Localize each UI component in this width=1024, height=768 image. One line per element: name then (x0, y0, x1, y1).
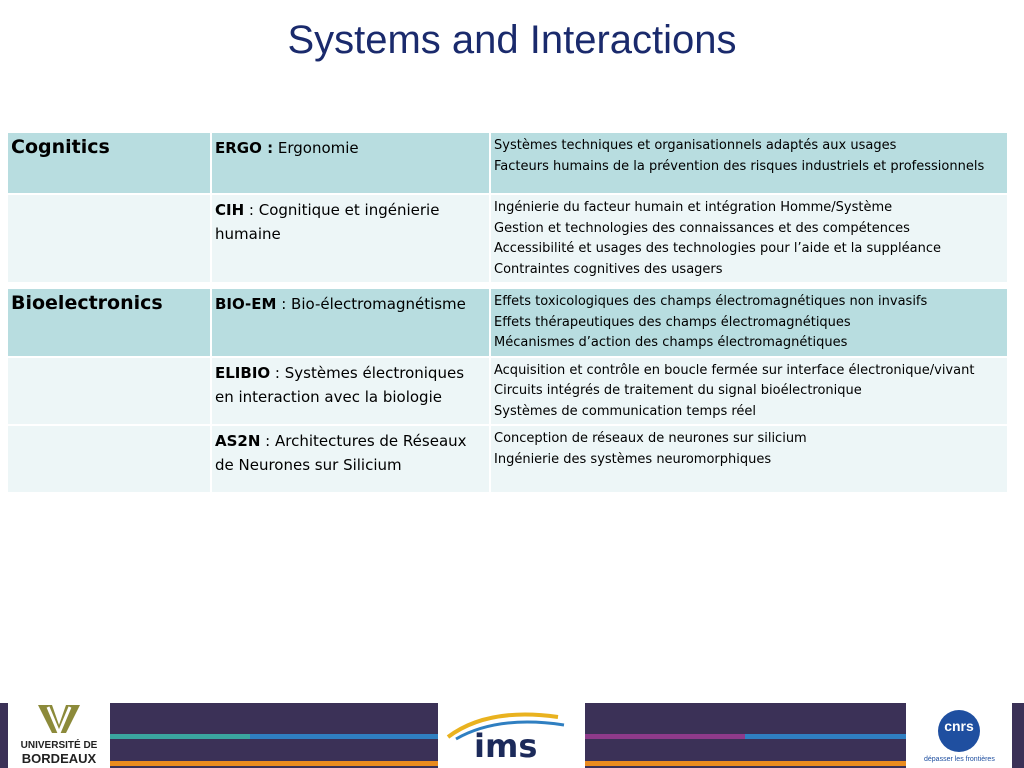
university-logo (8, 703, 110, 768)
team-label: : Systèmes électroniques en interaction avec la biologie (215, 363, 465, 406)
topic-item: Systèmes de communication temps réel (494, 403, 757, 419)
group-cell (8, 195, 212, 284)
group-cell (8, 358, 212, 427)
topic-item: Effets toxicologiques des champs électromagnétiques non invasifs (494, 294, 928, 309)
team-label: : Architectures de Réseaux de Neurones sur Silicium (215, 432, 467, 474)
team-code: ERGO : (215, 139, 274, 157)
cnrs-wordmark: cnrs (944, 718, 974, 734)
slide-title: Systems and Interactions (287, 18, 737, 62)
team-code: CIH (215, 201, 245, 219)
team-cell (212, 426, 491, 494)
systems-table (8, 133, 1007, 494)
table-row (8, 358, 1007, 427)
team-label: Ergonomie (273, 139, 359, 157)
topic-item: Mécanismes d’action des champs électromagnétiques (494, 335, 848, 350)
team-code: ELIBIO (215, 363, 271, 382)
accent-stripe-orange (110, 761, 438, 766)
cnrs-logo (906, 703, 1012, 768)
accent-stripe-teal (110, 734, 250, 739)
table-row (8, 133, 1007, 195)
table-row (8, 195, 1007, 284)
university-name-line2: BORDEAUX (21, 751, 97, 766)
footer-banner (0, 703, 1024, 768)
table-row (8, 426, 1007, 494)
university-name-line1: UNIVERSITÉ DE (20, 740, 98, 751)
group-cell: Bioelectronics (8, 289, 212, 358)
topic-item: Systèmes techniques et organisationnels adaptés aux usages (494, 138, 897, 153)
topics-cell (491, 133, 1007, 195)
topic-item: Contraintes cognitives des usagers (494, 261, 723, 277)
university-emblem-icon (8, 703, 110, 739)
topics-cell (491, 426, 1007, 494)
group-cell (8, 426, 212, 494)
topic-item: Acquisition et contrôle en boucle fermée sur interface électronique/vivant (494, 362, 975, 378)
ims-logo (438, 703, 585, 768)
topics-cell (491, 289, 1007, 358)
footer-band-edge-right (1012, 703, 1024, 768)
topic-item: Circuits intégrés de traitement du signal bioélectronique (494, 383, 862, 398)
cnrs-tagline: dépasser les frontières (924, 756, 995, 763)
team-label: : Bio-électromagnétisme (276, 295, 466, 313)
team-cell (212, 289, 491, 358)
footer-band-edge (0, 703, 8, 768)
topic-item: Ingénierie des systèmes neuromorphiques (494, 451, 772, 467)
topic-item: Accessibilité et usages des technologies pour l’aide et la suppléance (494, 241, 941, 256)
topic-item: Conception de réseaux de neurones sur silicium (494, 431, 807, 446)
ims-wordmark: ims (474, 727, 538, 765)
table-row (8, 289, 1007, 358)
team-code: AS2N (215, 432, 261, 450)
team-cell (212, 358, 491, 427)
topic-item: Gestion et technologies des connaissances et des compétences (494, 220, 910, 236)
accent-stripe-blue2 (745, 734, 906, 739)
accent-stripe-purple (585, 734, 745, 739)
topics-cell (491, 195, 1007, 284)
group-cell: Cognitics (8, 133, 212, 195)
accent-stripe-blue (250, 734, 438, 739)
team-code: BIO-EM (215, 295, 277, 313)
topic-item: Facteurs humains de la prévention des risques industriels et professionnels (494, 158, 985, 174)
team-label: : Cognitique et ingénierie humaine (215, 201, 440, 243)
topic-item: Ingénierie du facteur humain et intégration Homme/Système (494, 200, 893, 215)
team-cell (212, 133, 491, 195)
topics-cell (491, 358, 1007, 427)
topic-item: Effets thérapeutiques des champs électromagnétiques (494, 314, 851, 330)
accent-stripe-orange2 (585, 761, 906, 766)
team-cell (212, 195, 491, 284)
